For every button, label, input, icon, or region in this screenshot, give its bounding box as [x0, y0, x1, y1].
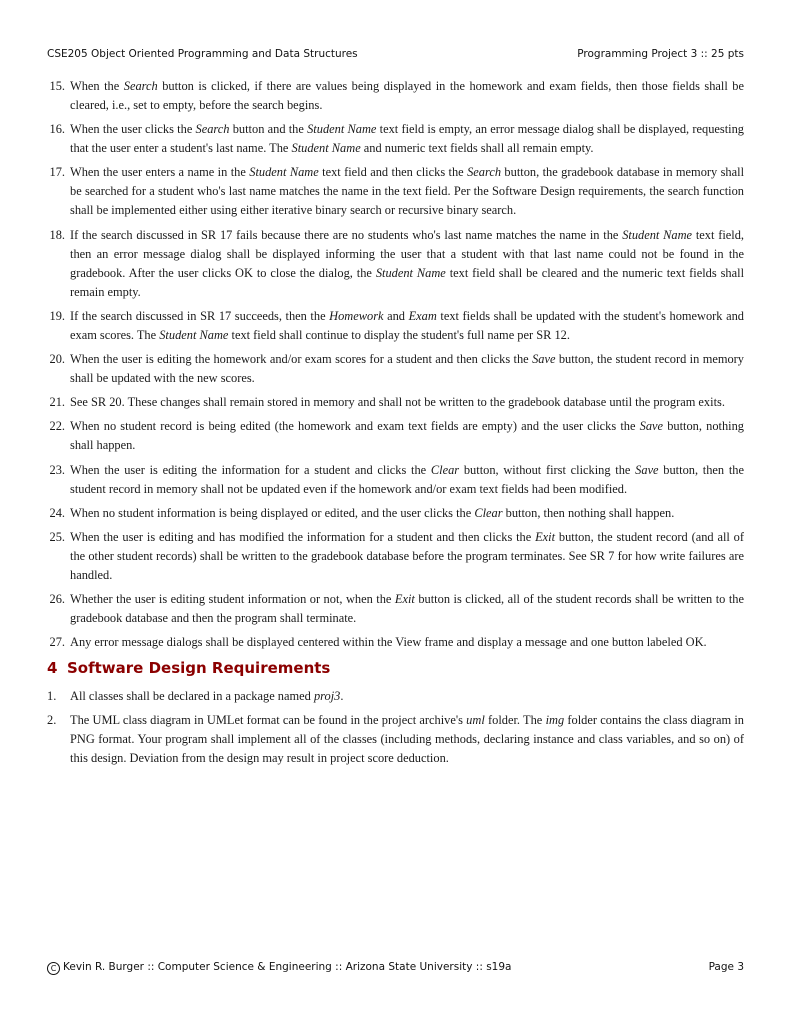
header-project-title: Programming Project 3 :: 25 pts — [577, 48, 744, 60]
list-item-number: 26. — [49, 592, 65, 607]
text-run: button, the gradebook database in memory shall be searched for a student who's last name matches the name in the text field. Per the Software Design requirements, the search function shall be implemented either using either iterative binary search or recursive binary search. — [70, 165, 745, 218]
emphasized-term: Save — [639, 419, 664, 434]
text-run: See SR 20. These changes shall remain stored in memory and shall not be written to the gradebook database until the program exits. — [70, 395, 725, 410]
list-item-text — [70, 395, 725, 409]
text-run: button, nothing shall happen. — [70, 419, 744, 453]
list-item-number: 21. — [49, 395, 65, 410]
list-item — [47, 77, 744, 115]
text-run: button is clicked, if there are values being displayed in the homework and exam fields, then those fields shall be cleared, i.e., set to empty, before the search begins. — [70, 79, 744, 112]
list-item — [47, 461, 744, 499]
list-item — [47, 417, 744, 455]
header-course-title: CSE205 Object Oriented Programming and Data Structures — [47, 48, 358, 60]
emphasized-term: Student Name — [159, 327, 229, 342]
list-item — [47, 528, 744, 585]
text-run: folder contains the class diagram in PNG format. Your program shall implement all of the classes (including methods, declaring instance and class variables, and so on) of this design. Deviation from the design may result in project score deduction. — [70, 713, 744, 766]
list-item-number: 23. — [49, 462, 65, 477]
list-item-text — [70, 635, 707, 649]
list-item-number: 19. — [49, 308, 65, 323]
text-run: When the — [70, 79, 124, 93]
section-heading — [47, 659, 744, 681]
text-run: The UML class diagram in UMLet format can be found in the project archive's — [70, 713, 467, 728]
section-number: 4 — [47, 659, 58, 678]
list-item-number: 24. — [49, 505, 65, 520]
text-run: Whether the user is editing student information or not, when the — [70, 592, 395, 607]
emphasized-term: Exit — [535, 529, 556, 544]
list-item-number: 15. — [49, 79, 65, 93]
text-run: . — [340, 689, 344, 704]
list-item-text — [70, 419, 744, 452]
list-item-text — [70, 530, 744, 582]
list-item — [47, 350, 744, 388]
emphasized-term: Search — [467, 165, 502, 180]
text-run: text field, then an error message dialog shall be displayed informing the user that a student with that last name could not be found in the gradebook. After the user clicks OK to close the dialog, the — [70, 227, 744, 280]
emphasized-term: Exit — [394, 592, 415, 607]
text-run: Any error message dialogs shall be displayed centered within the View frame and display a message and one button labeled OK. — [70, 635, 707, 650]
list-item-number: 22. — [49, 419, 65, 434]
list-item-text — [70, 592, 744, 625]
list-item — [47, 120, 744, 158]
text-run: When the user enters a name in the — [70, 165, 250, 180]
footer-page-number: Page 3 — [708, 961, 744, 973]
emphasized-term: uml — [466, 713, 485, 728]
list-item-text — [70, 463, 744, 496]
text-run: If the search discussed in SR 17 succeeds, then the — [70, 308, 330, 323]
text-run: When the user is editing the homework and/or exam scores for a student and then clicks the — [70, 351, 533, 366]
text-run: button is clicked, all of the student records shall be written to the gradebook database and then the program shall terminate. — [70, 592, 744, 626]
list-item-text — [70, 122, 744, 155]
text-run: When the user clicks the — [70, 122, 196, 137]
text-run: button and the — [229, 122, 308, 137]
text-run: and — [383, 308, 409, 323]
text-run: When no student record is being edited (the homework and exam text fields are empty) and the user clicks the — [70, 419, 640, 434]
emphasized-term: Student Name — [375, 265, 446, 280]
software-design-list — [47, 687, 744, 768]
list-item — [47, 590, 744, 628]
emphasized-term: Save — [635, 462, 659, 477]
footer-author — [47, 961, 511, 975]
emphasized-term: proj3 — [313, 689, 341, 704]
list-item-text — [70, 309, 744, 342]
text-run: text field is empty, an error message dialog shall be displayed, requesting that the user enter a student's last name. The — [70, 122, 744, 156]
text-run: When the user is editing the information for a student and clicks the — [70, 462, 431, 477]
text-run: button, without first clicking the — [459, 462, 636, 477]
page-body — [47, 77, 744, 774]
emphasized-term: Clear — [430, 462, 460, 477]
list-item-number: 16. — [49, 122, 65, 137]
text-run: button, then the student record in memory shall not be updated even if the homework and/or exam text fields had been modified. — [70, 462, 744, 496]
list-item — [47, 504, 744, 523]
text-run: and numeric text fields shall all remain empty. — [360, 141, 594, 156]
page-header — [47, 48, 744, 64]
text-run: When the user is editing and has modified the information for a student and then clicks the — [70, 529, 536, 544]
emphasized-term: Homework — [329, 308, 384, 323]
list-item-number: 17. — [49, 165, 65, 180]
copyright-icon: C — [47, 962, 60, 975]
list-item-text — [70, 165, 744, 217]
list-item-number: 2. — [47, 713, 57, 728]
list-item-text — [70, 713, 744, 765]
text-run: text field shall be cleared and the numeric text fields shall remain empty. — [70, 265, 745, 299]
footer-author-text: Kevin R. Burger :: Computer Science & Engineering :: Arizona State University :: s19a — [63, 961, 512, 973]
text-run: text fields shall be updated with the student's homework and exam scores. The — [70, 308, 744, 342]
list-item-number: 20. — [49, 351, 65, 366]
text-run: folder. The — [484, 713, 546, 728]
list-item — [47, 226, 744, 302]
list-item-text — [70, 689, 343, 703]
text-run: text field shall continue to display the student's full name per SR 12. — [228, 327, 570, 342]
list-item — [47, 687, 744, 706]
page-footer — [47, 961, 744, 977]
list-item — [47, 711, 744, 768]
list-item — [47, 633, 744, 652]
section-title: Software Design Requirements — [67, 659, 331, 678]
emphasized-term: Search — [123, 79, 158, 93]
list-item-text — [70, 79, 744, 112]
emphasized-term: Student Name — [622, 227, 693, 242]
text-run: button, then nothing shall happen. — [502, 505, 675, 520]
text-run: text field and then clicks the — [318, 165, 468, 180]
list-item — [47, 307, 744, 345]
text-run: button, the student record (and all of the other student records) shall be written to the gradebook database before the program terminates. See SR 7 for how write failures are handled. — [70, 529, 744, 582]
list-item-number: 18. — [49, 227, 65, 242]
software-requirements-list — [47, 77, 744, 652]
emphasized-term: Student Name — [291, 141, 361, 156]
text-run: When no student information is being displayed or edited, and the user clicks the — [70, 505, 475, 520]
emphasized-term: Save — [532, 351, 556, 366]
emphasized-term: img — [545, 713, 565, 728]
emphasized-term: Clear — [474, 505, 503, 520]
text-run: If the search discussed in SR 17 fails because there are no students who's last name matches the name in the — [70, 227, 623, 242]
list-item-text — [70, 352, 744, 385]
emphasized-term: Student Name — [249, 165, 319, 180]
emphasized-term: Student Name — [307, 122, 377, 137]
list-item-text — [70, 228, 744, 299]
list-item-text — [70, 506, 674, 520]
list-item — [47, 163, 744, 220]
emphasized-term: Search — [195, 122, 230, 137]
list-item-number: 1. — [47, 689, 57, 704]
emphasized-term: Exam — [408, 308, 437, 323]
text-run: All classes shall be declared in a package named — [70, 689, 314, 704]
list-item-number: 25. — [49, 529, 65, 544]
list-item-number: 27. — [49, 635, 65, 650]
list-item — [47, 393, 744, 412]
text-run: button, the student record in memory shall be updated with the new scores. — [70, 351, 744, 385]
